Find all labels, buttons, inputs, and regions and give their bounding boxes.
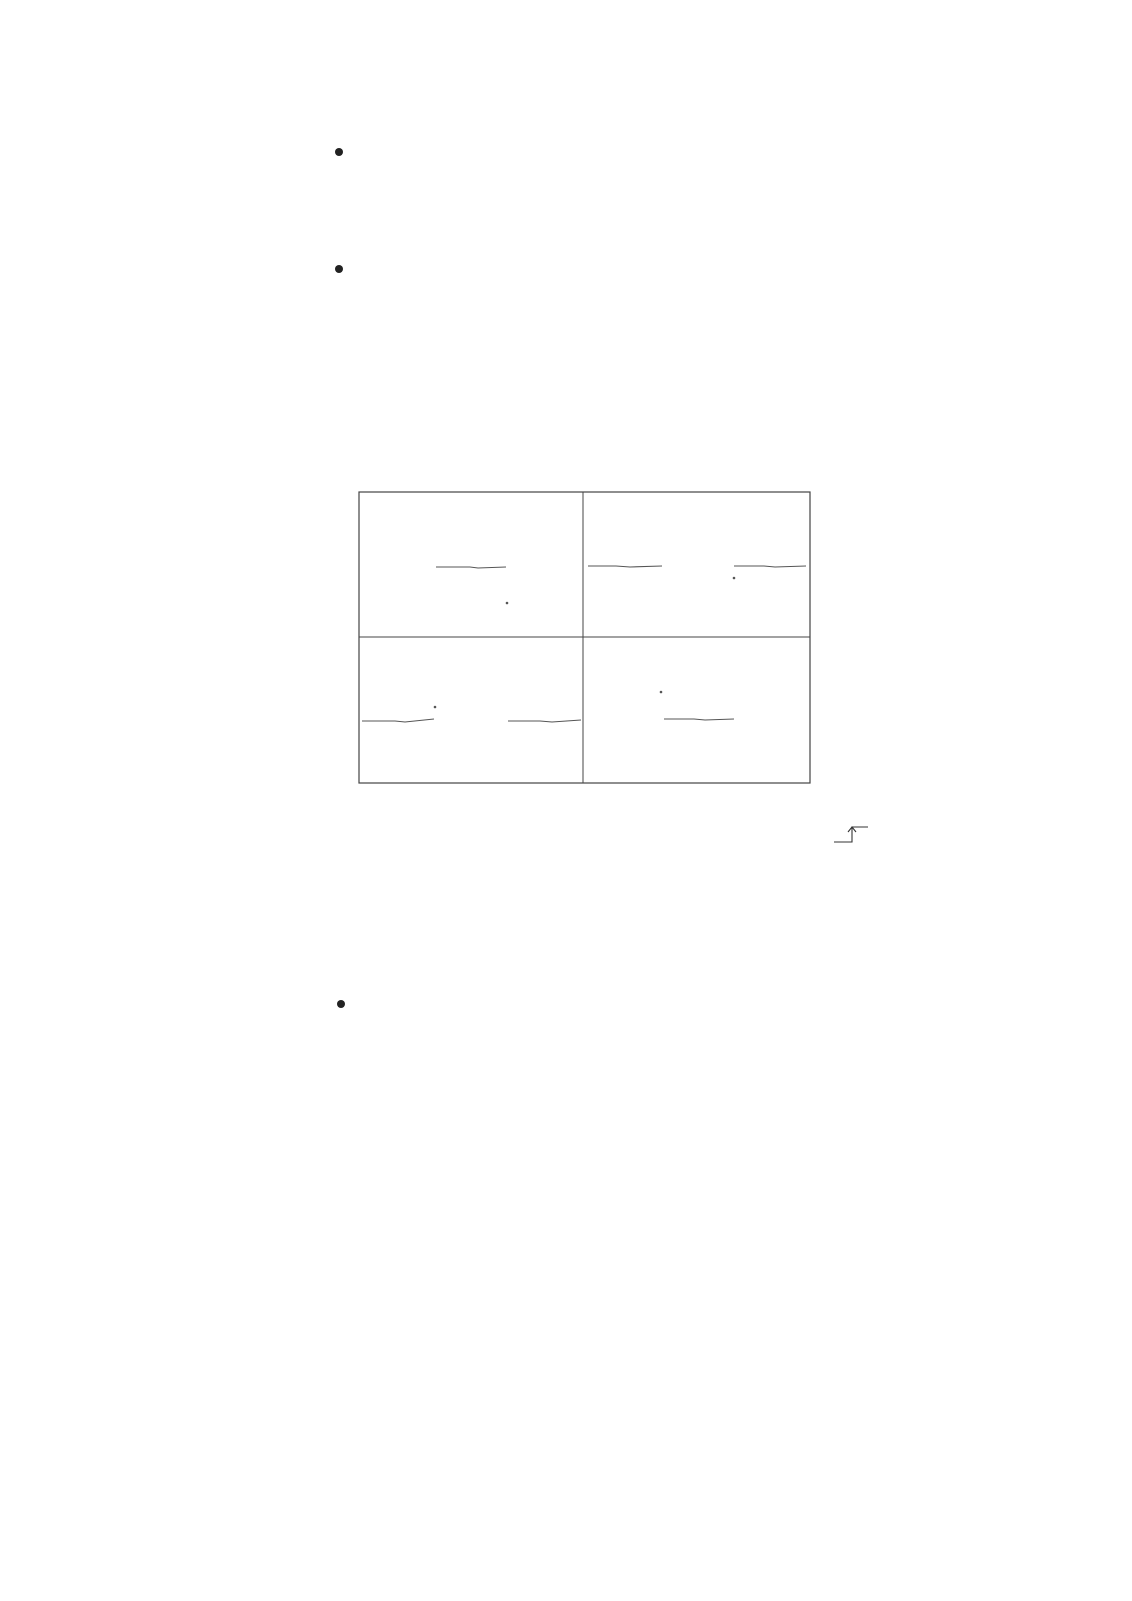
bullet-dot xyxy=(335,265,343,273)
trace-high-segment xyxy=(588,566,662,567)
rising-edge-trigger-icon xyxy=(834,827,868,842)
trace-high-segment xyxy=(734,566,806,567)
bullet-dot xyxy=(335,148,343,156)
waveform-trace xyxy=(362,566,806,722)
oscilloscope-figure xyxy=(0,455,1132,905)
trace-dot xyxy=(434,706,437,709)
trace-dot xyxy=(733,577,736,580)
trace-low-segment xyxy=(664,719,734,720)
trace-low-segment xyxy=(362,719,434,722)
trace-low-segment xyxy=(508,720,581,722)
bullet-dot xyxy=(337,1000,345,1008)
trace-high-segment xyxy=(436,567,506,568)
trace-dot xyxy=(506,602,509,605)
trace-dot xyxy=(660,691,663,694)
trace-dots xyxy=(434,577,736,709)
